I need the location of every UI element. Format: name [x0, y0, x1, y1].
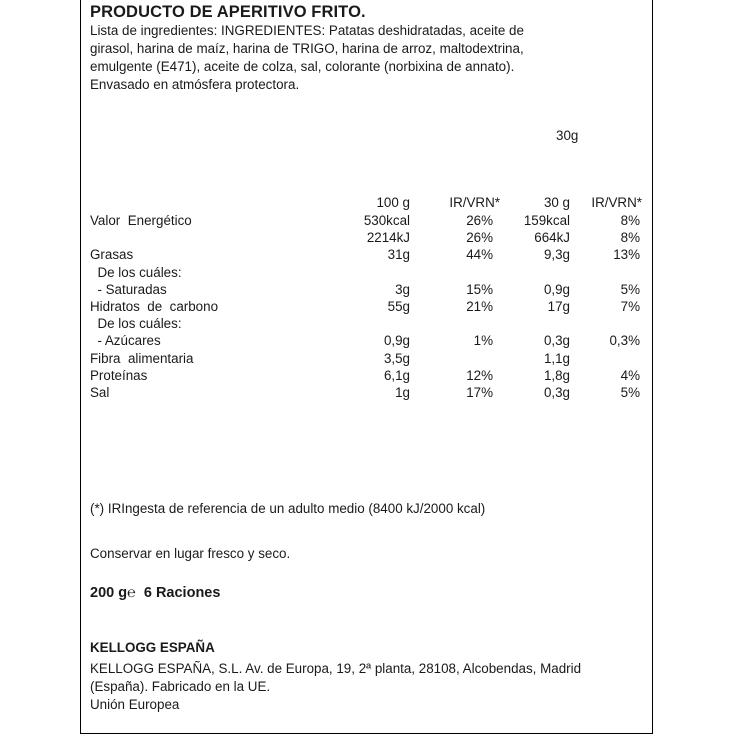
ingredients-line: emulgente (E471), aceite de colza, sal, colorante (norbixina de annato). — [90, 59, 515, 74]
ir-per-30g: 13% — [613, 247, 640, 263]
nutrient-label: De los cuáles: — [90, 264, 182, 280]
value-per-100g: 0,9g — [383, 333, 410, 349]
ir-per-100g: 44% — [466, 247, 493, 263]
nutrient-label: Sal — [90, 385, 110, 400]
nutrient-label: De los cuáles: — [90, 316, 182, 332]
company-name: KELLOGG ESPAÑA — [90, 640, 215, 655]
nutrient-label: Valor Energético — [90, 213, 192, 228]
value-per-30g: 9,3g — [543, 247, 570, 263]
origin: Unión Europea — [90, 697, 180, 712]
portions-count: 6 Raciones — [143, 585, 221, 601]
header-ir-30g: IR/VRN* — [591, 195, 642, 210]
ir-per-30g: 8% — [620, 213, 640, 228]
nutrient-label: Hidratos de carbono — [90, 299, 219, 314]
value-per-30g: 159kcal — [523, 213, 570, 228]
value-per-100g: 3,5g — [383, 350, 410, 366]
value-per-30g: 0,3g — [543, 385, 570, 400]
product-title: PRODUCTO DE APERITIVO FRITO. — [90, 3, 366, 21]
ir-per-30g: 7% — [620, 299, 640, 314]
nutrient-label: Grasas — [90, 247, 134, 263]
ir-per-100g: 15% — [466, 281, 493, 297]
net-weight — [90, 585, 220, 601]
value-per-100g: 31g — [387, 247, 410, 263]
portion-size-label: 30g — [556, 128, 579, 143]
value-per-100g: 530kcal — [363, 213, 410, 228]
nutrient-label: - Azúcares — [90, 333, 161, 349]
net-weight-amount: 200 g — [90, 585, 128, 601]
ir-per-100g: 21% — [466, 299, 493, 314]
value-per-100g: 6,1g — [383, 367, 410, 383]
value-per-30g: 664kJ — [534, 230, 570, 246]
ir-per-30g: 4% — [620, 367, 640, 383]
address-line: KELLOGG ESPAÑA, S.L. Av. de Europa, 19, 2ª planta, 28108, Alcobendas, Madrid — [90, 661, 582, 676]
ir-per-30g: 8% — [620, 230, 640, 246]
ir-per-100g: 17% — [466, 385, 493, 400]
company-address — [90, 660, 581, 714]
ir-per-30g: 5% — [620, 281, 640, 297]
storage-instructions: Conservar en lugar fresco y seco. — [90, 546, 291, 561]
ir-per-100g: 1% — [473, 333, 493, 349]
value-per-30g: 1,8g — [543, 367, 570, 383]
ir-per-30g: 5% — [620, 385, 640, 400]
value-per-100g: 2214kJ — [366, 230, 410, 246]
ir-per-30g: 0,3% — [609, 333, 640, 349]
value-per-30g: 0,3g — [543, 333, 570, 349]
ingredients-line: Envasado en atmósfera protectora. — [90, 77, 300, 92]
nutrient-label: - Saturadas — [90, 281, 167, 297]
ir-per-100g: 26% — [466, 213, 493, 228]
estimated-sign-icon: ℮ — [127, 585, 136, 601]
ir-per-100g: 12% — [466, 367, 493, 383]
nutrient-label: Proteínas — [90, 367, 148, 383]
header-per-30g: 30 g — [543, 195, 570, 210]
value-per-30g: 0,9g — [543, 281, 570, 297]
value-per-100g: 55g — [387, 299, 410, 314]
value-per-100g: 1g — [395, 385, 410, 400]
value-per-100g: 3g — [395, 281, 410, 297]
header-per-100g: 100 g — [376, 195, 410, 210]
header-ir-100g: IR/VRN* — [449, 195, 500, 210]
ingredients-line: Lista de ingredientes: INGREDIENTES: Patatas deshidratadas, aceite de — [90, 23, 524, 38]
value-per-30g: 17g — [547, 299, 570, 314]
address-line: (España). Fabricado en la UE. — [90, 679, 271, 694]
ingredients-line: girasol, harina de maíz, harina de TRIGO, harina de arroz, maltodextrina, — [90, 41, 524, 56]
value-per-30g: 1,1g — [543, 350, 570, 366]
ir-per-100g: 26% — [466, 230, 493, 246]
nutrient-label: Fibra alimentaria — [90, 350, 194, 366]
footnote: (*) IRIngesta de referencia de un adulto medio (8400 kJ/2000 kcal) — [90, 501, 486, 516]
